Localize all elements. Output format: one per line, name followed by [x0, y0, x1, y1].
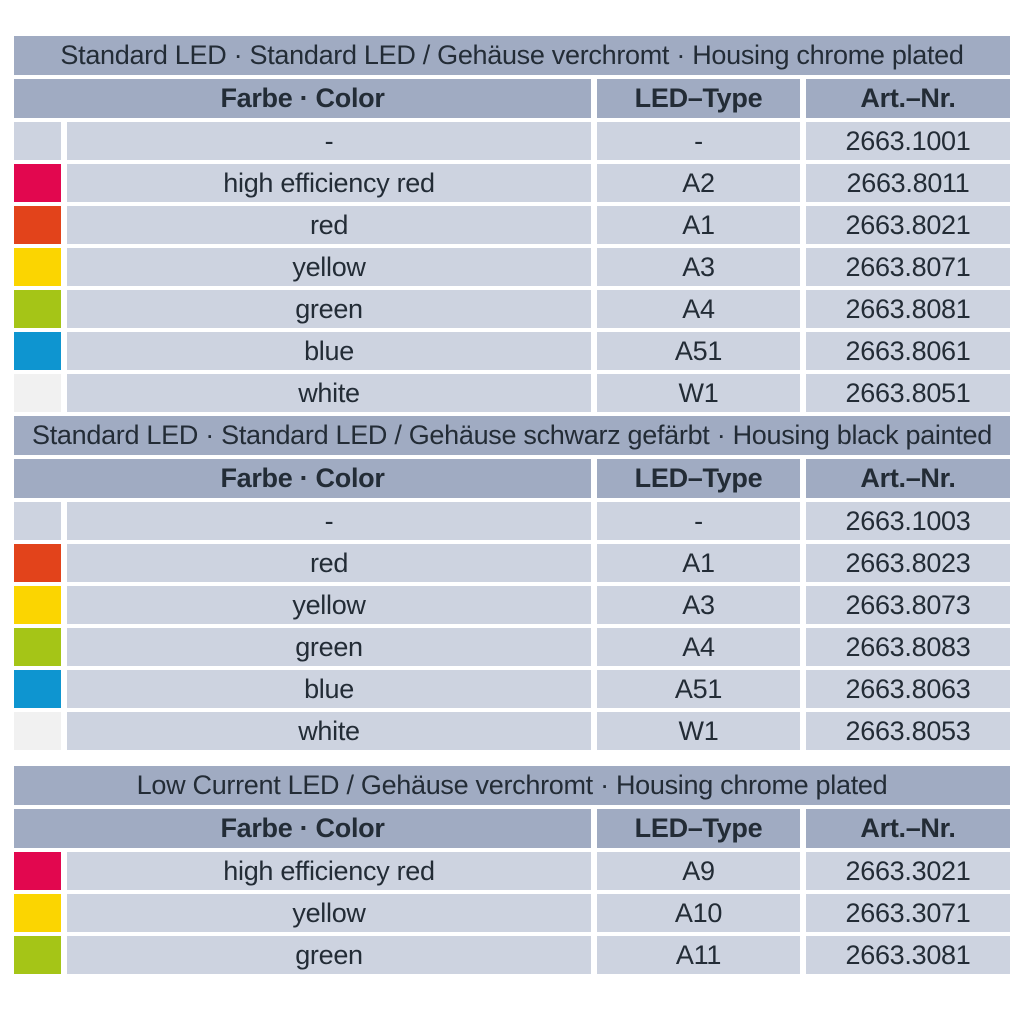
- color-name-cell: blue: [67, 670, 591, 708]
- color-swatch: [14, 628, 61, 666]
- section-title: Low Current LED / Gehäuse verchromt · Housing chrome plated: [14, 766, 1010, 805]
- table-row: [14, 712, 1010, 750]
- art-nr-cell: 2663.3081: [806, 936, 1010, 974]
- color-name-cell: high efficiency red: [67, 852, 591, 890]
- color-name-cell: red: [67, 544, 591, 582]
- table-row: [14, 374, 1010, 412]
- table-row: [14, 628, 1010, 666]
- led-type-cell: A11: [597, 936, 800, 974]
- color-swatch: [14, 290, 61, 328]
- art-nr-cell: 2663.8053: [806, 712, 1010, 750]
- table-row: [14, 248, 1010, 286]
- led-type-cell: A3: [597, 248, 800, 286]
- led-type-cell: W1: [597, 712, 800, 750]
- color-swatch: [14, 586, 61, 624]
- color-name-cell: yellow: [67, 248, 591, 286]
- art-nr-cell: 2663.1001: [806, 122, 1010, 160]
- section-title: Standard LED · Standard LED / Gehäuse verchromt · Housing chrome plated: [14, 36, 1010, 75]
- column-header-farbe-color: Farbe · Color: [14, 459, 591, 498]
- art-nr-cell: 2663.8011: [806, 164, 1010, 202]
- art-nr-cell: 2663.8073: [806, 586, 1010, 624]
- color-swatch: [14, 248, 61, 286]
- color-name-cell: yellow: [67, 894, 591, 932]
- color-name-cell: white: [67, 374, 591, 412]
- table-row: [14, 936, 1010, 974]
- table-row: [14, 544, 1010, 582]
- color-swatch: [14, 544, 61, 582]
- section-low-current-led-chrome: [14, 766, 1010, 974]
- header-row: [14, 79, 1010, 118]
- color-name-cell: blue: [67, 332, 591, 370]
- section-title: Standard LED · Standard LED / Gehäuse schwarz gefärbt · Housing black painted: [14, 416, 1010, 455]
- color-name-cell: -: [67, 502, 591, 540]
- art-nr-cell: 2663.3021: [806, 852, 1010, 890]
- color-swatch: [14, 852, 61, 890]
- section-standard-led-chrome: [14, 36, 1010, 412]
- led-type-cell: A9: [597, 852, 800, 890]
- art-nr-cell: 2663.8021: [806, 206, 1010, 244]
- led-type-cell: A3: [597, 586, 800, 624]
- header-row: [14, 459, 1010, 498]
- column-header-led-type: LED–Type: [597, 79, 800, 118]
- section-standard-led-black: [14, 416, 1010, 750]
- color-name-cell: yellow: [67, 586, 591, 624]
- header-row: [14, 809, 1010, 848]
- led-type-cell: -: [597, 122, 800, 160]
- table-row: [14, 852, 1010, 890]
- led-catalog-table: [14, 36, 1010, 978]
- table-row: [14, 122, 1010, 160]
- color-swatch: [14, 164, 61, 202]
- color-swatch: [14, 122, 61, 160]
- led-type-cell: A2: [597, 164, 800, 202]
- art-nr-cell: 2663.8071: [806, 248, 1010, 286]
- art-nr-cell: 2663.8063: [806, 670, 1010, 708]
- table-row: [14, 332, 1010, 370]
- art-nr-cell: 2663.1003: [806, 502, 1010, 540]
- art-nr-cell: 2663.8023: [806, 544, 1010, 582]
- color-name-cell: green: [67, 290, 591, 328]
- table-row: [14, 502, 1010, 540]
- led-type-cell: A1: [597, 544, 800, 582]
- led-type-cell: A51: [597, 670, 800, 708]
- color-swatch: [14, 712, 61, 750]
- art-nr-cell: 2663.8083: [806, 628, 1010, 666]
- table-row: [14, 164, 1010, 202]
- table-row: [14, 586, 1010, 624]
- color-swatch: [14, 502, 61, 540]
- color-name-cell: green: [67, 628, 591, 666]
- led-type-cell: A10: [597, 894, 800, 932]
- led-type-cell: A4: [597, 628, 800, 666]
- color-name-cell: -: [67, 122, 591, 160]
- column-header-led-type: LED–Type: [597, 809, 800, 848]
- table-row: [14, 206, 1010, 244]
- column-header-art-nr: Art.–Nr.: [806, 459, 1010, 498]
- column-header-farbe-color: Farbe · Color: [14, 809, 591, 848]
- column-header-art-nr: Art.–Nr.: [806, 79, 1010, 118]
- color-name-cell: high efficiency red: [67, 164, 591, 202]
- led-type-cell: W1: [597, 374, 800, 412]
- table-row: [14, 670, 1010, 708]
- column-header-led-type: LED–Type: [597, 459, 800, 498]
- color-swatch: [14, 936, 61, 974]
- color-name-cell: white: [67, 712, 591, 750]
- color-swatch: [14, 894, 61, 932]
- column-header-farbe-color: Farbe · Color: [14, 79, 591, 118]
- color-swatch: [14, 670, 61, 708]
- led-type-cell: A4: [597, 290, 800, 328]
- art-nr-cell: 2663.8051: [806, 374, 1010, 412]
- led-type-cell: A51: [597, 332, 800, 370]
- color-swatch: [14, 332, 61, 370]
- color-name-cell: green: [67, 936, 591, 974]
- led-type-cell: A1: [597, 206, 800, 244]
- column-header-art-nr: Art.–Nr.: [806, 809, 1010, 848]
- color-name-cell: red: [67, 206, 591, 244]
- color-swatch: [14, 206, 61, 244]
- table-row: [14, 894, 1010, 932]
- color-swatch: [14, 374, 61, 412]
- art-nr-cell: 2663.8081: [806, 290, 1010, 328]
- art-nr-cell: 2663.8061: [806, 332, 1010, 370]
- table-row: [14, 290, 1010, 328]
- art-nr-cell: 2663.3071: [806, 894, 1010, 932]
- led-type-cell: -: [597, 502, 800, 540]
